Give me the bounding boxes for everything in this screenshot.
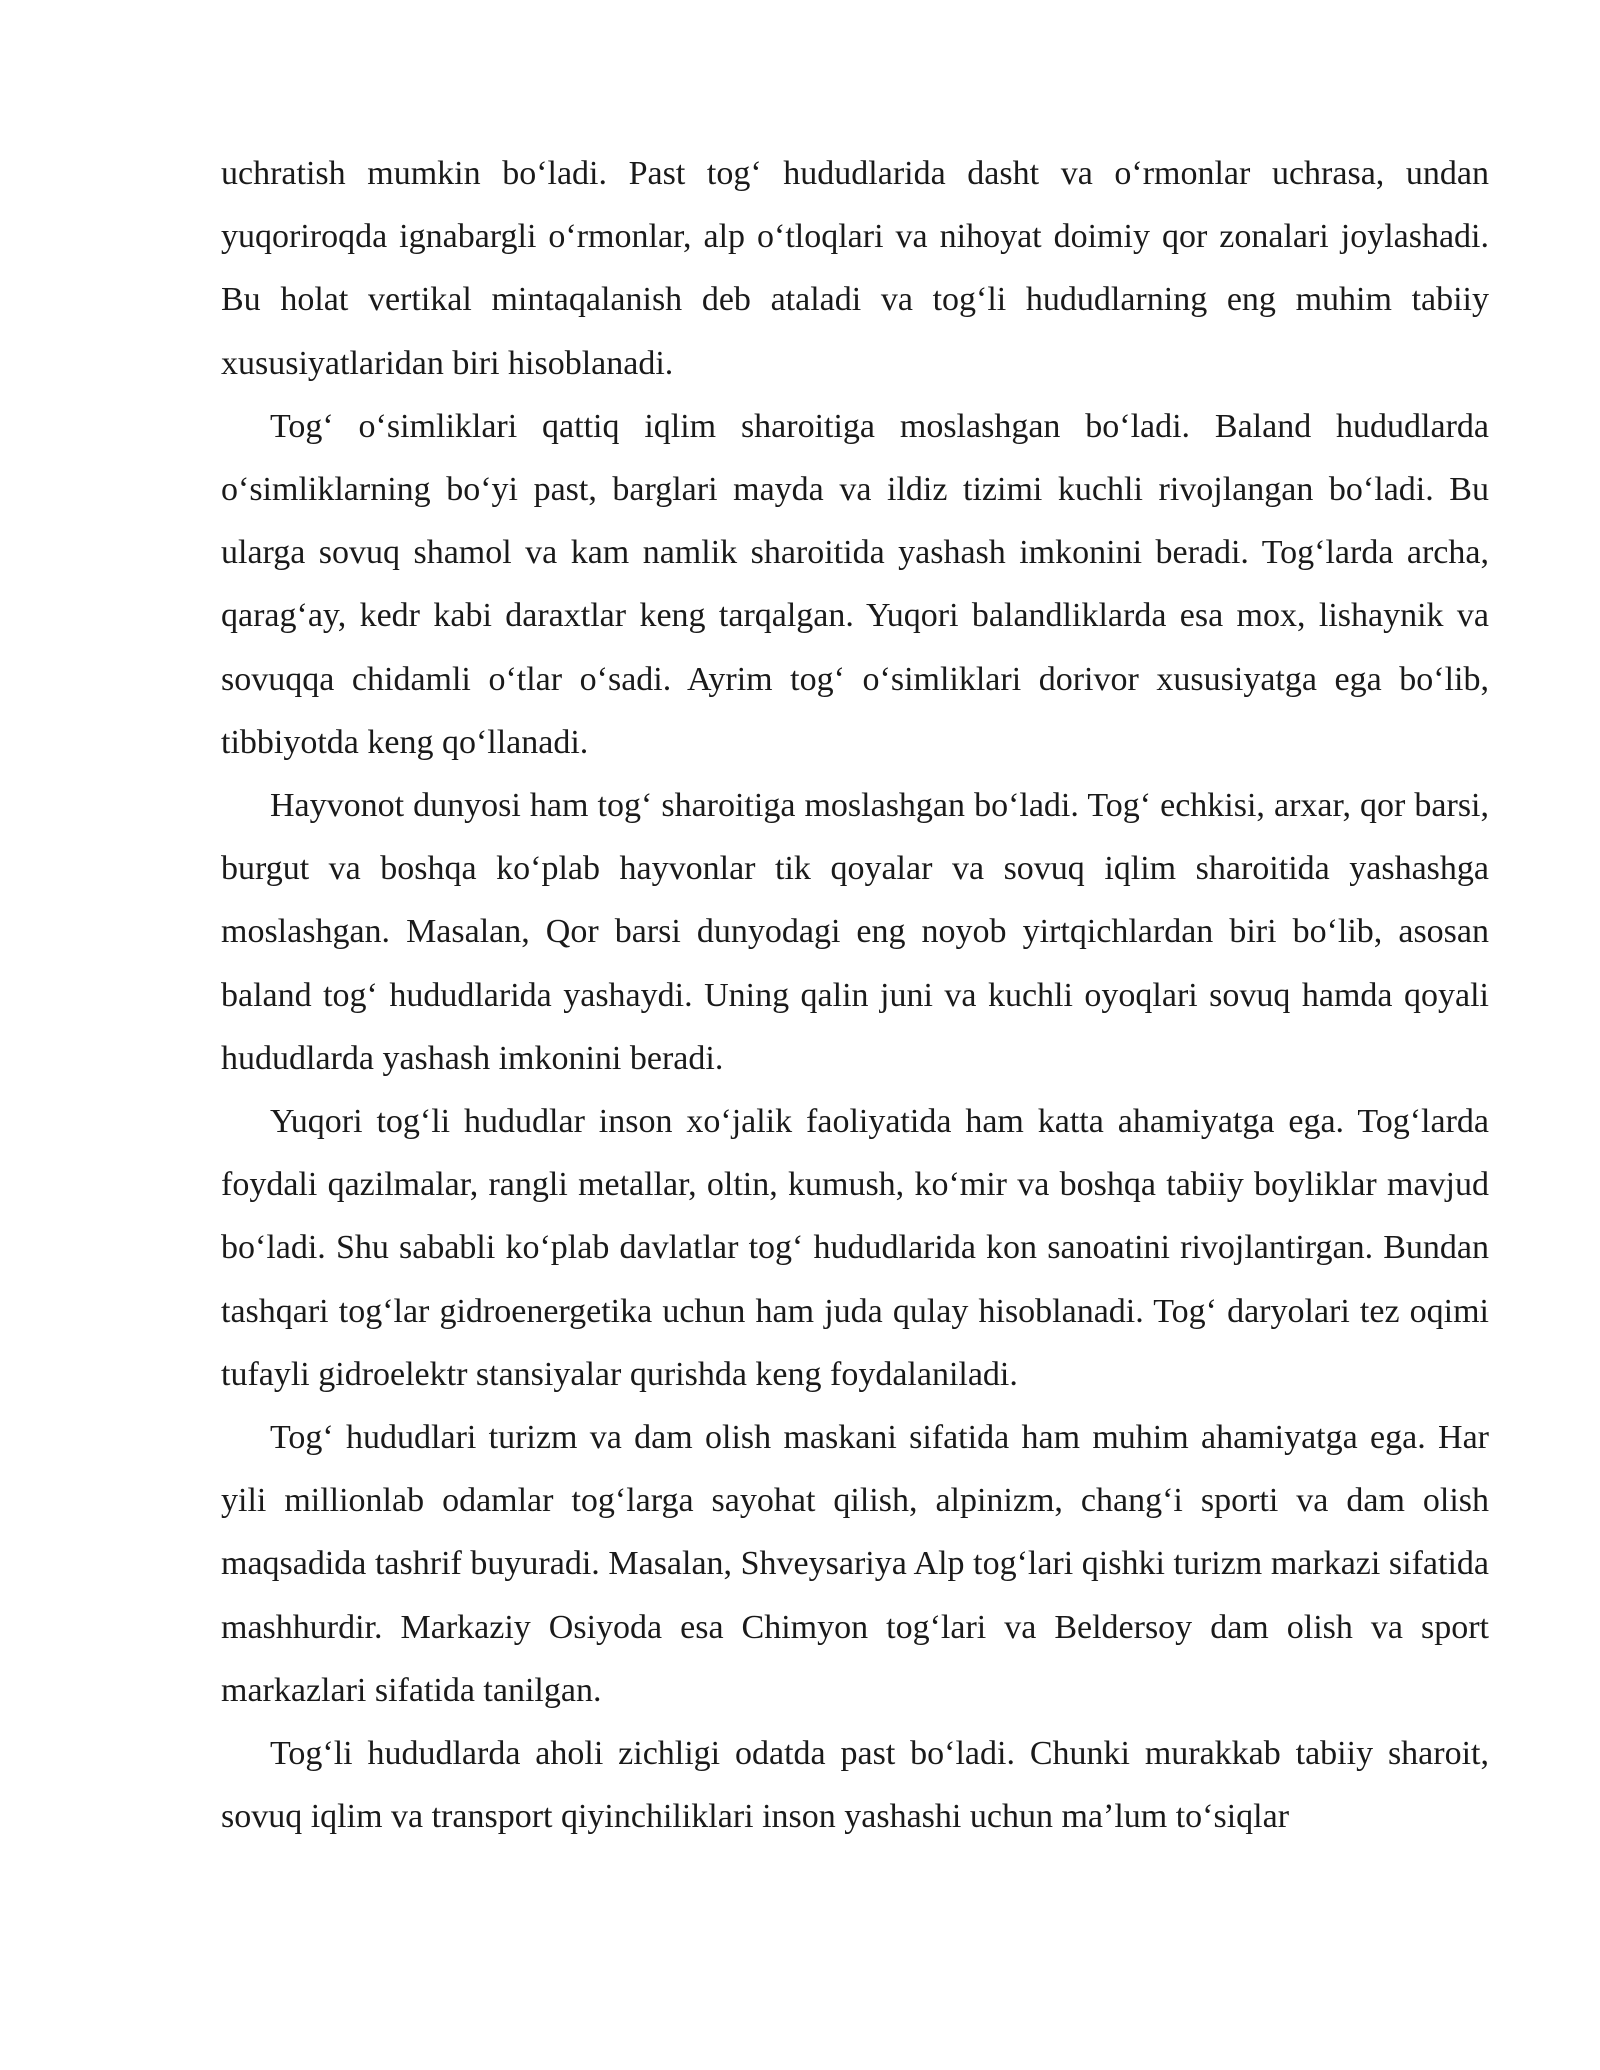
document-page	[221, 142, 1489, 1848]
paragraph-mountain-plants: Togʻ oʻsimliklari qattiq iqlim sharoitiga moslashgan boʻladi. Baland hududlarda oʻsimliklarning boʻyi past, barglari mayda va ildiz tizimi kuchli rivojlangan boʻladi. Bu ularga sovuq shamol va kam namlik sharoitida yashash imkonini beradi. Togʻlarda archa, qaragʻay, kedr kabi daraxtlar keng tarqalgan. Yuqori balandliklarda esa mox, lishaynik va sovuqqa chidamli oʻtlar oʻsadi. Ayrim togʻ oʻsimliklari dorivor xususiyatga ega boʻlib, tibbiyotda keng qoʻllanadi.	[221, 407, 1489, 761]
paragraph-population-density: Togʻli hududlarda aholi zichligi odatda past boʻladi. Chunki murakkab tabiiy sharoit, sovuq iqlim va transport qiyinchiliklari inson yashashi uchun maʼlum toʻsiqlar	[221, 1735, 1489, 1836]
paragraph-continuation: uchratish mumkin boʻladi. Past togʻ hududlarida dasht va oʻrmonlar uchrasa, undan yuqoriroqda ignabargli oʻrmonlar, alp oʻtloqlari va nihoyat doimiy qor zonalari joylashadi. Bu holat vertikal mintaqalanish deb ataladi va togʻli hududlarning eng muhim tabiiy xususiyatlaridan biri hisoblanadi.	[221, 155, 1489, 382]
paragraph-tourism: Togʻ hududlari turizm va dam olish maskani sifatida ham muhim ahamiyatga ega. Har yili millionlab odamlar togʻlarga sayohat qilish, alpinizm, changʻi sporti va dam olish maqsadida tashrif buyuradi. Masalan, Shveysariya Alp togʻlari qishki turizm markazi sifatida mashhurdir. Markaziy Osiyoda esa Chimyon togʻlari va Beldersoy dam olish va sport markazlari sifatida tanilgan.	[221, 1419, 1489, 1709]
paragraph-mountain-fauna: Hayvonot dunyosi ham togʻ sharoitiga moslashgan boʻladi. Togʻ echkisi, arxar, qor barsi, burgut va boshqa koʻplab hayvonlar tik qoyalar va sovuq iqlim sharoitida yashashga moslashgan. Masalan, Qor barsi dunyodagi eng noyob yirtqichlardan biri boʻlib, asosan baland togʻ hududlarida yashaydi. Uning qalin juni va kuchli oyoqlari sovuq hamda qoyali hududlarda yashash imkonini beradi.	[221, 787, 1489, 1077]
paragraph-economic-activity: Yuqori togʻli hududlar inson xoʻjalik faoliyatida ham katta ahamiyatga ega. Togʻlarda foydali qazilmalar, rangli metallar, oltin, kumush, koʻmir va boshqa tabiiy boyliklar mavjud boʻladi. Shu sababli koʻplab davlatlar togʻ hududlarida kon sanoatini rivojlantirgan. Bundan tashqari togʻlar gidroenergetika uchun ham juda qulay hisoblanadi. Togʻ daryolari tez oqimi tufayli gidroelektr stansiyalar qurishda keng foydalaniladi.	[221, 1103, 1489, 1393]
